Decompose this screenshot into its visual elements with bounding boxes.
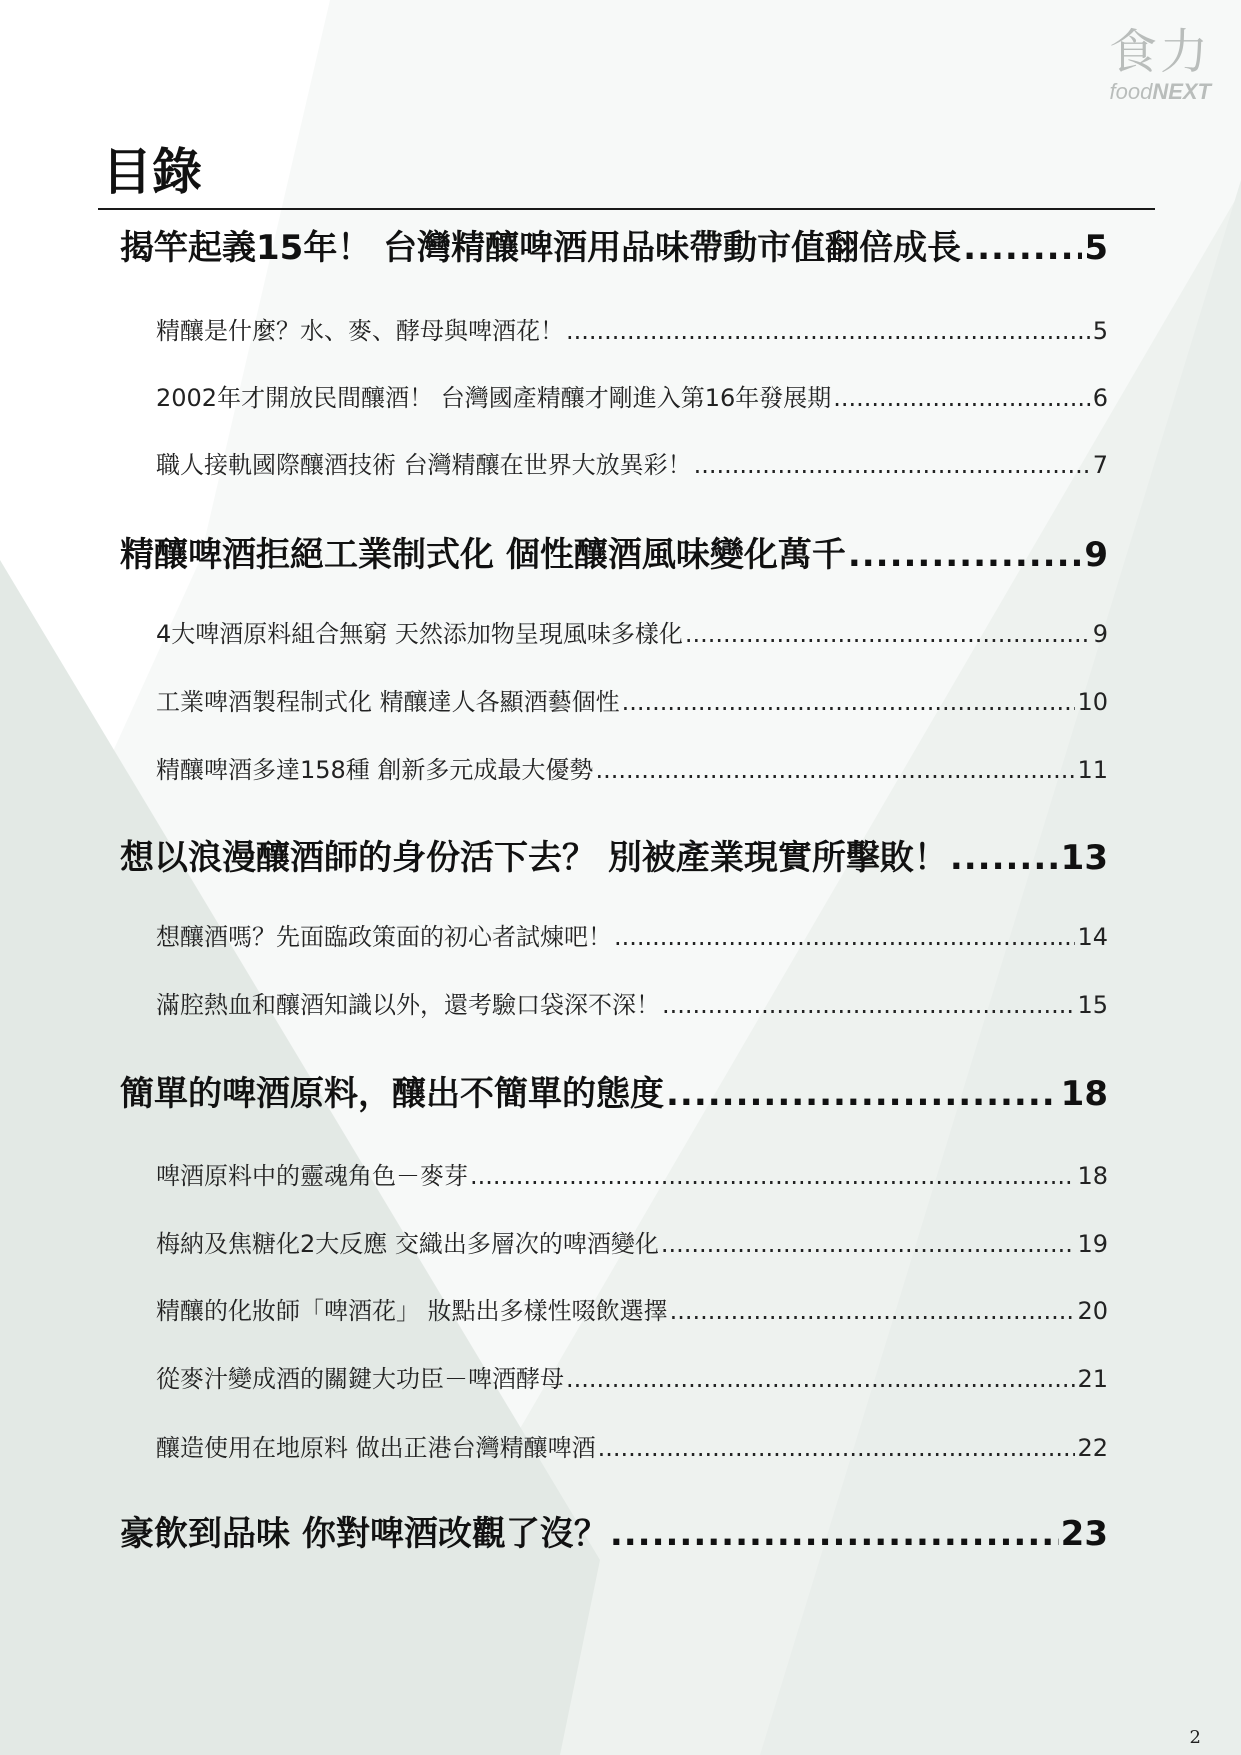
toc-leader-dots (685, 620, 1091, 648)
toc-entry-title: 職人接軌國際釀酒技術 台灣精釀在世界大放異彩！ (156, 451, 692, 479)
toc-entry-page: 20 (1077, 1297, 1108, 1325)
toc-entry-page: 6 (1092, 384, 1108, 412)
toc-entry-section-3-1[interactable] (156, 917, 1108, 952)
toc-entry-page: 7 (1092, 451, 1108, 479)
toc-entry-page: 18 (1077, 1162, 1108, 1190)
toc-entry-section-2-2[interactable] (156, 682, 1108, 717)
toc-leader-dots (610, 1514, 1059, 1554)
toc-entry-title: 精釀啤酒多達158種 創新多元成最大優勢 (156, 756, 594, 784)
toc-entry-chapter-4[interactable] (120, 1066, 1108, 1115)
toc-entry-page: 21 (1077, 1365, 1108, 1393)
toc-entry-title: 精釀的化妝師「啤酒花」 妝點出多樣性啜飲選擇 (156, 1297, 668, 1325)
toc-entry-title: 滿腔熱血和釀酒知識以外，還考驗口袋深不深！ (156, 991, 660, 1019)
toc-entry-section-4-3[interactable] (156, 1291, 1108, 1326)
logo-chinese: 食力 (1108, 24, 1211, 80)
toc-entry-chapter-2[interactable] (120, 527, 1108, 576)
toc-leader-dots (595, 756, 1075, 784)
toc-leader-dots (950, 838, 1059, 878)
toc-entry-title: 想釀酒嗎？先面臨政策面的初心者試煉吧！ (156, 923, 612, 951)
toc-leader-dots (833, 384, 1090, 412)
toc-entry-title: 2002年才開放民間釀酒！ 台灣國產精釀才剛進入第16年發展期 (156, 384, 832, 412)
toc-leader-dots (622, 688, 1076, 716)
toc-entry-page: 10 (1077, 688, 1108, 716)
toc-entry-chapter-3[interactable] (120, 830, 1108, 879)
toc-entry-section-1-3[interactable] (156, 445, 1108, 480)
toc-entry-page: 11 (1077, 756, 1108, 784)
toc-entry-title: 揭竿起義15年！ 台灣精釀啤酒用品味帶動市值翻倍成長 (120, 228, 962, 268)
toc-entry-section-1-2[interactable] (156, 378, 1108, 413)
toc-entry-title: 釀造使用在地原料 做出正港台灣精釀啤酒 (156, 1434, 596, 1462)
toc-entry-section-4-5[interactable] (156, 1428, 1108, 1463)
toc-entry-section-3-2[interactable] (156, 985, 1108, 1020)
toc-entry-title: 從麥汁變成酒的關鍵大功臣－啤酒酵母 (156, 1365, 564, 1393)
toc-entry-page: 19 (1077, 1230, 1108, 1258)
toc-entry-title: 啤酒原料中的靈魂角色－麥芽 (156, 1162, 468, 1190)
toc-entry-section-4-1[interactable] (156, 1156, 1108, 1191)
toc-entry-title: 梅納及焦糖化2大反應 交織出多層次的啤酒變化 (156, 1230, 659, 1258)
toc-entry-page: 9 (1092, 620, 1108, 648)
toc-entry-chapter-1[interactable] (120, 220, 1108, 269)
toc-entry-section-4-2[interactable] (156, 1224, 1108, 1259)
toc-leader-dots (566, 317, 1091, 345)
toc-entry-page: 23 (1060, 1514, 1108, 1554)
toc-leader-dots (470, 1162, 1075, 1190)
toc-entry-page: 15 (1077, 991, 1108, 1019)
toc-leader-dots (694, 451, 1091, 479)
toc-leader-dots (670, 1297, 1076, 1325)
toc-leader-dots (662, 991, 1075, 1019)
toc-entry-title: 工業啤酒製程制式化 精釀達人各顯酒藝個性 (156, 688, 620, 716)
toc-entry-page: 14 (1077, 923, 1108, 951)
toc-entry-page: 5 (1084, 228, 1108, 268)
toc-entry-section-2-1[interactable] (156, 614, 1108, 649)
toc-leader-dots (598, 1434, 1076, 1462)
toc-leader-dots (614, 923, 1075, 951)
toc-entry-title: 精釀啤酒拒絕工業制式化 個性釀酒風味變化萬千 (120, 535, 846, 575)
logo-english-suffix: NEXT (1152, 79, 1211, 104)
toc-entry-page: 22 (1077, 1434, 1108, 1462)
toc-leader-dots (963, 228, 1082, 268)
page-title: 目錄 (102, 142, 202, 201)
page-number: 2 (1189, 1727, 1201, 1748)
toc-entry-title: 4大啤酒原料組合無窮 天然添加物呈現風味多樣化 (156, 620, 683, 648)
toc-entry-section-1-1[interactable] (156, 311, 1108, 346)
logo-english-prefix: food (1109, 79, 1153, 104)
toc-entry-page: 5 (1092, 317, 1108, 345)
toc-entry-title: 精釀是什麼？水、麥、酵母與啤酒花！ (156, 317, 564, 345)
toc-entry-page: 13 (1060, 838, 1108, 878)
toc-entry-section-2-3[interactable] (156, 750, 1108, 785)
toc-entry-page: 18 (1060, 1074, 1108, 1114)
toc-leader-dots (566, 1365, 1075, 1393)
toc-entry-title: 想以浪漫釀酒師的身份活下去？ 別被產業現實所擊敗！ (120, 838, 948, 878)
toc-entry-chapter-5[interactable] (120, 1506, 1108, 1555)
toc-leader-dots (666, 1074, 1059, 1114)
toc-leader-dots (848, 535, 1082, 575)
toc-entry-title: 簡單的啤酒原料，釀出不簡單的態度 (120, 1074, 664, 1114)
toc-leader-dots (661, 1230, 1076, 1258)
toc-entry-section-4-4[interactable] (156, 1359, 1108, 1394)
toc-entry-page: 9 (1084, 535, 1108, 575)
toc-entry-title: 豪飲到品味 你對啤酒改觀了沒？ (120, 1514, 608, 1554)
